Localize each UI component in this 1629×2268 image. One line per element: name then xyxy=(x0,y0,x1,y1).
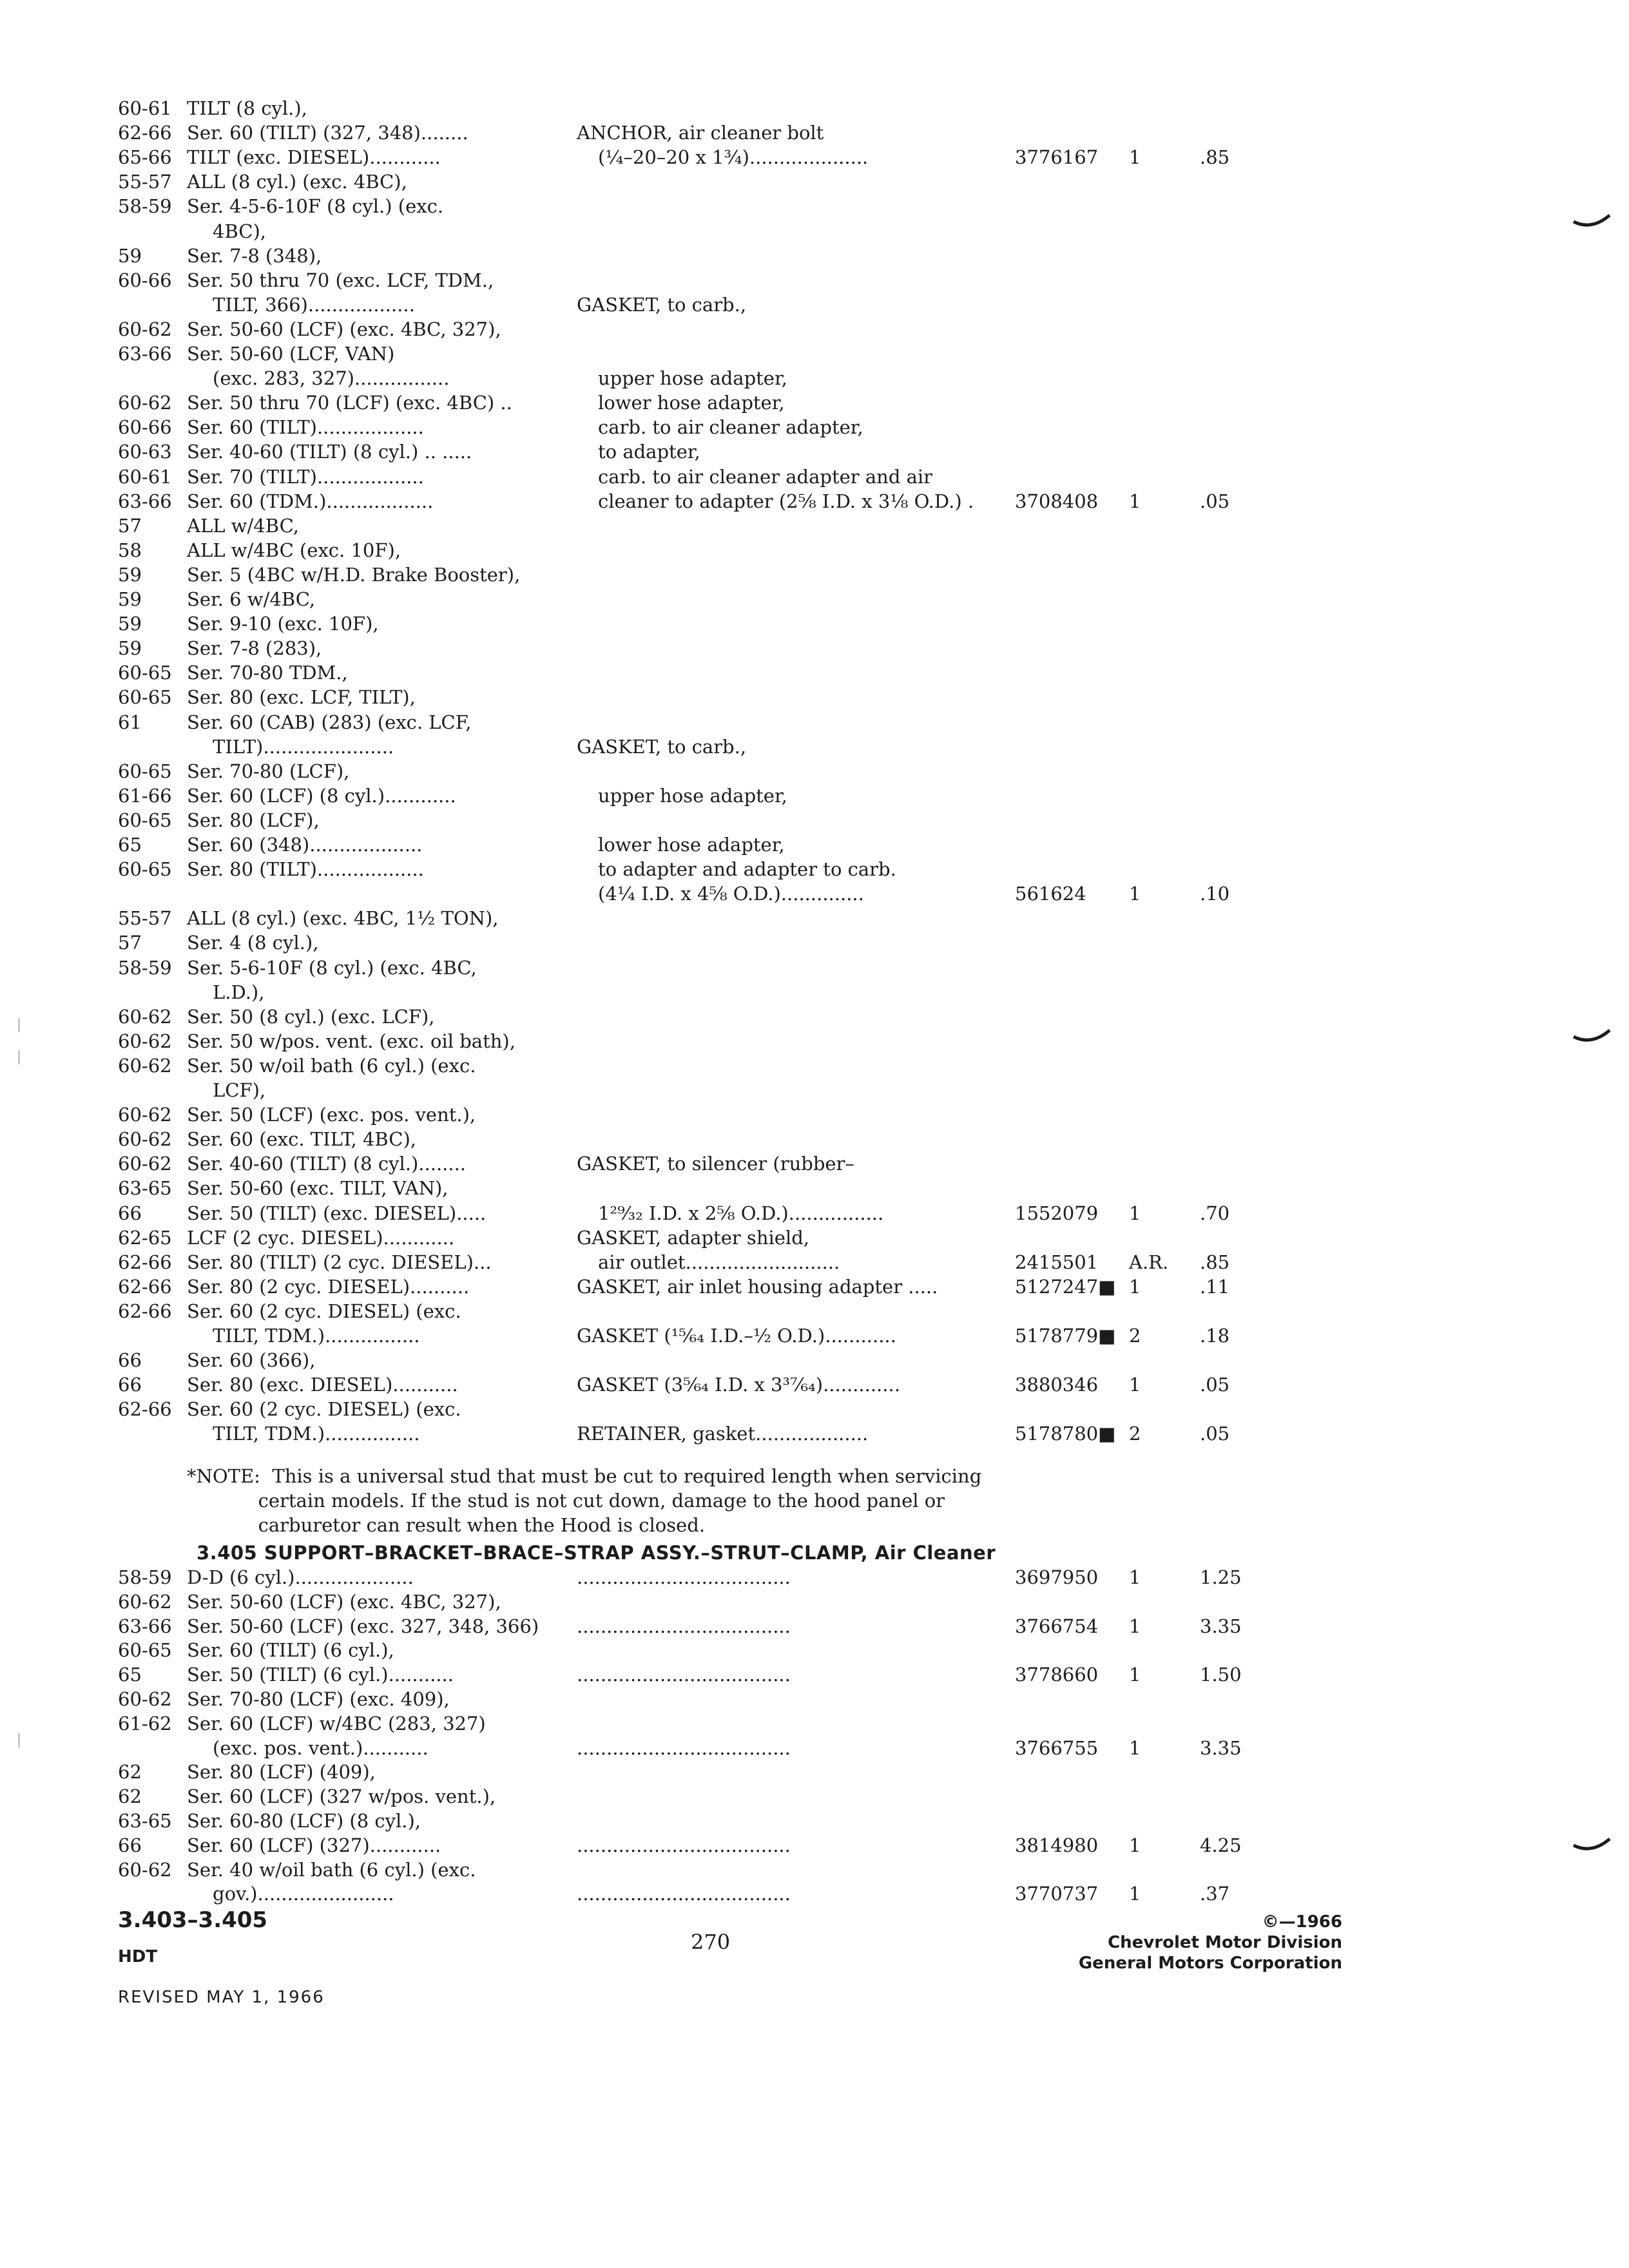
application: ALL w/4BC, xyxy=(187,514,299,537)
model-years: 60-65 xyxy=(118,858,172,881)
application: TILT, 366).................. xyxy=(213,293,415,316)
model-years: 59 xyxy=(118,637,142,660)
list-price: .85 xyxy=(1200,1251,1230,1273)
parts-row xyxy=(0,1102,1629,1128)
parts-row xyxy=(0,1857,1629,1883)
parts-row xyxy=(0,709,1629,735)
application: Ser. 60 (exc. TILT, 4BC), xyxy=(187,1128,417,1151)
application: Ser. 70-80 (LCF) (exc. 409), xyxy=(187,1688,450,1710)
application: Ser. 40-60 (TILT) (8 cyl.)........ xyxy=(187,1153,467,1175)
model-years: 66 xyxy=(118,1349,142,1372)
part-number: 3778660 xyxy=(1015,1664,1099,1686)
application: Ser. 50 thru 70 (LCF) (exc. 4BC) .. xyxy=(187,392,512,414)
model-years: 58 xyxy=(118,539,142,561)
parts-row xyxy=(0,1589,1629,1615)
note-line-1: *NOTE: This is a universal stud that must be cut to required length when servicing xyxy=(187,1465,982,1487)
model-years: 60-62 xyxy=(118,1054,172,1077)
list-price: 1.25 xyxy=(1200,1566,1242,1588)
application: Ser. 7-8 (283), xyxy=(187,637,322,660)
parts-row xyxy=(0,905,1629,931)
margin-tick-mark xyxy=(1572,1028,1611,1047)
application: Ser. 70 (TILT).................. xyxy=(187,465,424,488)
parts-row xyxy=(0,1613,1629,1639)
list-price: 1.50 xyxy=(1200,1664,1242,1686)
model-years: 63-65 xyxy=(118,1810,172,1832)
parts-row xyxy=(0,1323,1629,1349)
margin-tick-mark xyxy=(1572,213,1611,232)
application: Ser. 50 thru 70 (exc. LCF, TDM., xyxy=(187,269,494,291)
part-description: .................................... xyxy=(577,1883,791,1905)
part-description: GASKET, to carb., xyxy=(577,293,747,316)
part-description: (¼–20–20 x 1¾).................... xyxy=(598,146,869,169)
list-price: .85 xyxy=(1200,146,1230,169)
series-code: HDT xyxy=(118,1947,158,1966)
parts-row xyxy=(0,562,1629,588)
corporation-name: General Motors Corporation xyxy=(1078,1954,1342,1973)
parts-row xyxy=(0,1662,1629,1687)
application: Ser. 50-60 (LCF, VAN) xyxy=(187,343,395,365)
parts-row xyxy=(0,684,1629,710)
model-years: 60-62 xyxy=(118,392,172,414)
scan-mark xyxy=(18,1018,20,1032)
parts-row xyxy=(0,881,1629,907)
application: Ser. 60 (CAB) (283) (exc. LCF, xyxy=(187,711,472,733)
model-years: 58-59 xyxy=(118,956,172,979)
parts-row xyxy=(0,1200,1629,1226)
parts-row xyxy=(0,955,1629,981)
part-description: GASKET, to carb., xyxy=(577,735,747,758)
parts-row xyxy=(0,243,1629,269)
application: Ser. 50 (8 cyl.) (exc. LCF), xyxy=(187,1005,435,1028)
parts-row xyxy=(0,316,1629,342)
group-heading: 3.405 SUPPORT–BRACKET–BRACE–STRAP ASSY.–STRUT–CLAMP, Air Cleaner xyxy=(197,1542,996,1564)
part-description: to adapter and adapter to carb. xyxy=(598,858,896,881)
part-description: .................................... xyxy=(577,1834,791,1856)
list-price: .70 xyxy=(1200,1202,1230,1224)
model-years: 61-66 xyxy=(118,784,172,807)
model-years: 60-63 xyxy=(118,441,172,463)
parts-row xyxy=(0,120,1629,146)
parts-row xyxy=(0,1759,1629,1785)
parts-row xyxy=(0,856,1629,882)
scan-mark xyxy=(18,1733,20,1747)
parts-row xyxy=(0,1421,1629,1446)
application: Ser. 9-10 (exc. 10F), xyxy=(187,613,379,635)
application: Ser. 70-80 (LCF), xyxy=(187,760,350,782)
application: Ser. 4-5-6-10F (8 cyl.) (exc. xyxy=(187,195,444,218)
quantity: 1 xyxy=(1129,1275,1141,1298)
list-price: 3.35 xyxy=(1200,1615,1242,1637)
model-years: 60-65 xyxy=(118,662,172,684)
application: Ser. 50-60 (LCF) (exc. 327, 348, 366) xyxy=(187,1615,539,1637)
part-description: upper hose adapter, xyxy=(598,367,787,390)
part-description: GASKET, adapter shield, xyxy=(577,1226,809,1249)
model-years: 59 xyxy=(118,588,142,610)
application: Ser. 4 (8 cyl.), xyxy=(187,932,319,954)
application: Ser. 50-60 (LCF) (exc. 4BC, 327), xyxy=(187,318,501,340)
application: TILT (8 cyl.), xyxy=(187,97,307,119)
note-line-2: certain models. If the stud is not cut down, damage to the hood panel or xyxy=(187,1490,945,1512)
parts-row xyxy=(0,586,1629,612)
quantity: A.R. xyxy=(1129,1251,1169,1273)
part-description: .................................... xyxy=(577,1615,791,1637)
parts-row xyxy=(0,807,1629,833)
quantity: 1 xyxy=(1129,1883,1141,1905)
model-years: 60-65 xyxy=(118,760,172,782)
parts-row xyxy=(0,390,1629,416)
note-line-3: carburetor can result when the Hood is closed. xyxy=(187,1514,706,1536)
application: Ser. 60 (LCF) w/4BC (283, 327) xyxy=(187,1712,486,1735)
parts-row xyxy=(0,169,1629,195)
part-number: 3814980 xyxy=(1015,1834,1099,1856)
parts-row xyxy=(0,1881,1629,1907)
part-description: lower hose adapter, xyxy=(598,392,785,414)
quantity: 2 xyxy=(1129,1423,1141,1445)
parts-row xyxy=(0,365,1629,391)
model-years: 66 xyxy=(118,1374,142,1396)
application: Ser. 6 w/4BC, xyxy=(187,588,316,610)
model-years: 60-62 xyxy=(118,1005,172,1028)
model-years: 60-65 xyxy=(118,686,172,709)
application: Ser. 60 (LCF) (327)............ xyxy=(187,1834,441,1856)
list-price: 3.35 xyxy=(1200,1736,1242,1759)
parts-row xyxy=(0,144,1629,170)
list-price: .10 xyxy=(1200,883,1230,905)
part-number: 3708408 xyxy=(1015,490,1099,512)
part-number: 561624 xyxy=(1015,883,1086,905)
parts-row xyxy=(0,1735,1629,1761)
margin-tick-mark xyxy=(1572,1836,1611,1856)
model-years: 62-66 xyxy=(118,1275,172,1298)
parts-row xyxy=(0,1225,1629,1251)
revision-date: REVISED MAY 1, 1966 xyxy=(118,1988,325,2007)
quantity: 1 xyxy=(1129,146,1141,169)
model-years: 57 xyxy=(118,514,142,537)
model-years: 60-62 xyxy=(118,1153,172,1175)
parts-row xyxy=(0,1249,1629,1275)
application: Ser. 60 (2 cyc. DIESEL) (exc. xyxy=(187,1398,461,1421)
model-years: 60-61 xyxy=(118,97,172,119)
quantity: 1 xyxy=(1129,1834,1141,1856)
application: TILT)...................... xyxy=(213,735,394,758)
application: Ser. 80 (exc. DIESEL)........... xyxy=(187,1374,458,1396)
part-description: ANCHOR, air cleaner bolt xyxy=(577,122,824,144)
parts-row xyxy=(0,1783,1629,1809)
part-number: 3766755 xyxy=(1015,1736,1099,1759)
list-price: .11 xyxy=(1200,1275,1230,1298)
application: ALL w/4BC (exc. 10F), xyxy=(187,539,401,561)
application: Ser. 80 (TILT) (2 cyc. DIESEL)... xyxy=(187,1251,492,1273)
model-years: 65 xyxy=(118,1664,142,1686)
part-number: 3880346 xyxy=(1015,1374,1099,1396)
parts-row xyxy=(0,267,1629,293)
model-years: 65 xyxy=(118,834,142,856)
model-years: 62-65 xyxy=(118,1226,172,1249)
application: Ser. 60 (TDM.).................. xyxy=(187,490,434,512)
model-years: 55-57 xyxy=(118,171,172,193)
parts-row xyxy=(0,979,1629,1005)
model-years: 60-61 xyxy=(118,465,172,488)
model-years: 62-66 xyxy=(118,1300,172,1322)
model-years: 66 xyxy=(118,1202,142,1224)
application: Ser. 70-80 TDM., xyxy=(187,662,348,684)
list-price: 4.25 xyxy=(1200,1834,1242,1856)
part-number: 2415501 xyxy=(1015,1251,1099,1273)
model-years: 63-66 xyxy=(118,490,172,512)
application: Ser. 40 w/oil bath (6 cyl.) (exc. xyxy=(187,1858,476,1881)
application: Ser. 60 (TILT) (327, 348)........ xyxy=(187,122,468,144)
application: Ser. 80 (LCF), xyxy=(187,809,320,831)
parts-row xyxy=(0,1028,1629,1054)
parts-row xyxy=(0,611,1629,637)
application: Ser. 50 w/pos. vent. (exc. oil bath), xyxy=(187,1030,516,1052)
model-years: 60-65 xyxy=(118,809,172,831)
part-description: to adapter, xyxy=(598,441,700,463)
parts-row xyxy=(0,1637,1629,1663)
application: 4BC), xyxy=(213,220,267,242)
application: D-D (6 cyl.).................... xyxy=(187,1566,414,1588)
application: Ser. 60 (TILT).................. xyxy=(187,416,424,439)
model-years: 58-59 xyxy=(118,195,172,218)
application: Ser. 50-60 (exc. TILT, VAN), xyxy=(187,1177,448,1200)
quantity: 1 xyxy=(1129,1202,1141,1224)
parts-row xyxy=(0,758,1629,784)
list-price: .05 xyxy=(1200,1374,1230,1396)
application: Ser. 60 (LCF) (8 cyl.)............ xyxy=(187,784,456,807)
application: Ser. 50 w/oil bath (6 cyl.) (exc. xyxy=(187,1054,476,1077)
parts-row xyxy=(0,1372,1629,1398)
model-years: 59 xyxy=(118,613,142,635)
model-years: 63-66 xyxy=(118,343,172,365)
application: ALL (8 cyl.) (exc. 4BC), xyxy=(187,171,407,193)
parts-row xyxy=(0,1808,1629,1834)
part-number: 3697950 xyxy=(1015,1566,1099,1588)
quantity: 1 xyxy=(1129,1736,1141,1759)
page-number: 270 xyxy=(691,1930,731,1954)
parts-row xyxy=(0,292,1629,318)
part-description: .................................... xyxy=(577,1566,791,1588)
application: Ser. 80 (LCF) (409), xyxy=(187,1761,376,1783)
parts-row xyxy=(0,734,1629,760)
parts-row xyxy=(0,1832,1629,1858)
parts-row xyxy=(0,1077,1629,1103)
parts-row xyxy=(0,1711,1629,1736)
application: L.D.), xyxy=(213,981,265,1003)
part-description: carb. to air cleaner adapter, xyxy=(598,416,863,439)
application: Ser. 50 (TILT) (6 cyl.)........... xyxy=(187,1664,454,1686)
model-years: 60-65 xyxy=(118,1639,172,1662)
part-description: GASKET, air inlet housing adapter ..... xyxy=(577,1275,938,1298)
model-years: 59 xyxy=(118,563,142,586)
parts-row xyxy=(0,1686,1629,1712)
application: Ser. 5 (4BC w/H.D. Brake Booster), xyxy=(187,563,521,586)
parts-row xyxy=(0,513,1629,539)
application: ALL (8 cyl.) (exc. 4BC, 1½ TON), xyxy=(187,907,499,930)
application: Ser. 60 (2 cyc. DIESEL) (exc. xyxy=(187,1300,461,1322)
quantity: 1 xyxy=(1129,1374,1141,1396)
parts-row xyxy=(0,488,1629,514)
application: LCF (2 cyc. DIESEL)............ xyxy=(187,1226,455,1249)
list-price: .05 xyxy=(1200,1423,1230,1445)
application: Ser. 60 (LCF) (327 w/pos. vent.), xyxy=(187,1785,496,1808)
application: Ser. 5-6-10F (8 cyl.) (exc. 4BC, xyxy=(187,956,477,979)
parts-row xyxy=(0,1053,1629,1079)
part-description: .................................... xyxy=(577,1664,791,1686)
part-description: GASKET, to silencer (rubber– xyxy=(577,1153,854,1175)
model-years: 65-66 xyxy=(118,146,172,169)
model-years: 61-62 xyxy=(118,1712,172,1735)
parts-row xyxy=(0,783,1629,809)
model-years: 63-66 xyxy=(118,1615,172,1637)
model-years: 57 xyxy=(118,932,142,954)
quantity: 2 xyxy=(1129,1325,1141,1347)
section-number: 3.403–3.405 xyxy=(118,1907,268,1933)
part-number: 5178779■ xyxy=(1015,1325,1116,1347)
parts-row xyxy=(0,1347,1629,1373)
part-description: air outlet.......................... xyxy=(598,1251,840,1273)
application: (exc. pos. vent.)........... xyxy=(213,1736,429,1759)
part-description: cleaner to adapter (2⅝ I.D. x 3⅛ O.D.) . xyxy=(598,490,974,512)
application: Ser. 50 (TILT) (exc. DIESEL)..... xyxy=(187,1202,487,1224)
application: Ser. 80 (exc. LCF, TILT), xyxy=(187,686,416,709)
application: Ser. 80 (2 cyc. DIESEL).......... xyxy=(187,1275,470,1298)
application: Ser. 60-80 (LCF) (8 cyl.), xyxy=(187,1810,421,1832)
model-years: 62 xyxy=(118,1785,142,1808)
model-years: 59 xyxy=(118,244,142,267)
part-number: 5178780■ xyxy=(1015,1423,1116,1445)
parts-row xyxy=(0,464,1629,490)
parts-row xyxy=(0,537,1629,563)
parts-row xyxy=(0,1151,1629,1177)
application: LCF), xyxy=(213,1079,266,1101)
parts-row xyxy=(0,1004,1629,1030)
part-number: 1552079 xyxy=(1015,1202,1099,1224)
part-number: 3766754 xyxy=(1015,1615,1099,1637)
scan-mark xyxy=(18,1050,20,1064)
parts-row xyxy=(0,439,1629,465)
application: Ser. 60 (TILT) (6 cyl.), xyxy=(187,1639,394,1662)
model-years: 62 xyxy=(118,1761,142,1783)
application: Ser. 60 (366), xyxy=(187,1349,316,1372)
model-years: 66 xyxy=(118,1834,142,1856)
parts-row xyxy=(0,193,1629,219)
model-years: 60-62 xyxy=(118,1128,172,1151)
parts-row xyxy=(0,414,1629,440)
application: Ser. 40-60 (TILT) (8 cyl.) .. ..... xyxy=(187,441,472,463)
parts-row xyxy=(0,1396,1629,1422)
copyright: ©—1966 xyxy=(1262,1912,1342,1932)
quantity: 1 xyxy=(1129,490,1141,512)
model-years: 58-59 xyxy=(118,1566,172,1588)
parts-row xyxy=(0,341,1629,367)
parts-row xyxy=(0,832,1629,858)
model-years: 60-66 xyxy=(118,269,172,291)
list-price: .37 xyxy=(1200,1883,1230,1905)
parts-row xyxy=(0,1126,1629,1152)
model-years: 60-62 xyxy=(118,1688,172,1710)
model-years: 61 xyxy=(118,711,142,733)
part-description: (4¼ I.D. x 4⅝ O.D.).............. xyxy=(598,883,864,905)
parts-row xyxy=(0,930,1629,956)
quantity: 1 xyxy=(1129,1664,1141,1686)
application: gov.)....................... xyxy=(213,1883,394,1905)
part-description: .................................... xyxy=(577,1736,791,1759)
part-description: GASKET (¹⁵⁄₆₄ I.D.–½ O.D.)............ xyxy=(577,1325,896,1347)
part-description: 1²⁹⁄₃₂ I.D. x 2⅝ O.D.)................ xyxy=(598,1202,884,1224)
application: (exc. 283, 327)................ xyxy=(213,367,450,390)
model-years: 62-66 xyxy=(118,1251,172,1273)
application: Ser. 50-60 (LCF) (exc. 4BC, 327), xyxy=(187,1590,501,1613)
parts-row xyxy=(0,218,1629,244)
model-years: 60-62 xyxy=(118,1858,172,1881)
application: TILT, TDM.)................ xyxy=(213,1423,420,1445)
part-description: lower hose adapter, xyxy=(598,834,785,856)
model-years: 60-62 xyxy=(118,1104,172,1126)
parts-row xyxy=(0,1274,1629,1300)
part-number: 3770737 xyxy=(1015,1883,1099,1905)
division-name: Chevrolet Motor Division xyxy=(1108,1933,1342,1952)
application: Ser. 60 (348)................... xyxy=(187,834,423,856)
part-number: 3776167 xyxy=(1015,146,1099,169)
parts-row xyxy=(0,95,1629,121)
application: TILT (exc. DIESEL)............ xyxy=(187,146,441,169)
part-description: GASKET (3⁵⁄₆₄ I.D. x 3³⁷⁄₆₄)............. xyxy=(577,1374,900,1396)
model-years: 60-62 xyxy=(118,1030,172,1052)
part-description: RETAINER, gasket................... xyxy=(577,1423,869,1445)
model-years: 62-66 xyxy=(118,1398,172,1421)
quantity: 1 xyxy=(1129,883,1141,905)
application: Ser. 50 (LCF) (exc. pos. vent.), xyxy=(187,1104,476,1126)
part-number: 5127247■ xyxy=(1015,1275,1116,1298)
part-description: upper hose adapter, xyxy=(598,784,787,807)
model-years: 63-65 xyxy=(118,1177,172,1200)
parts-row xyxy=(0,635,1629,661)
parts-row xyxy=(0,1564,1629,1590)
model-years: 60-66 xyxy=(118,416,172,439)
model-years: 60-62 xyxy=(118,1590,172,1613)
model-years: 55-57 xyxy=(118,907,172,930)
model-years: 62-66 xyxy=(118,122,172,144)
parts-row xyxy=(0,1298,1629,1324)
quantity: 1 xyxy=(1129,1615,1141,1637)
application: Ser. 7-8 (348), xyxy=(187,244,322,267)
model-years: 60-62 xyxy=(118,318,172,340)
quantity: 1 xyxy=(1129,1566,1141,1588)
list-price: .18 xyxy=(1200,1325,1230,1347)
part-description: carb. to air cleaner adapter and air xyxy=(598,465,933,488)
parts-row xyxy=(0,1175,1629,1201)
parts-row xyxy=(0,660,1629,686)
application: TILT, TDM.)................ xyxy=(213,1325,420,1347)
application: Ser. 80 (TILT).................. xyxy=(187,858,424,881)
list-price: .05 xyxy=(1200,490,1230,512)
